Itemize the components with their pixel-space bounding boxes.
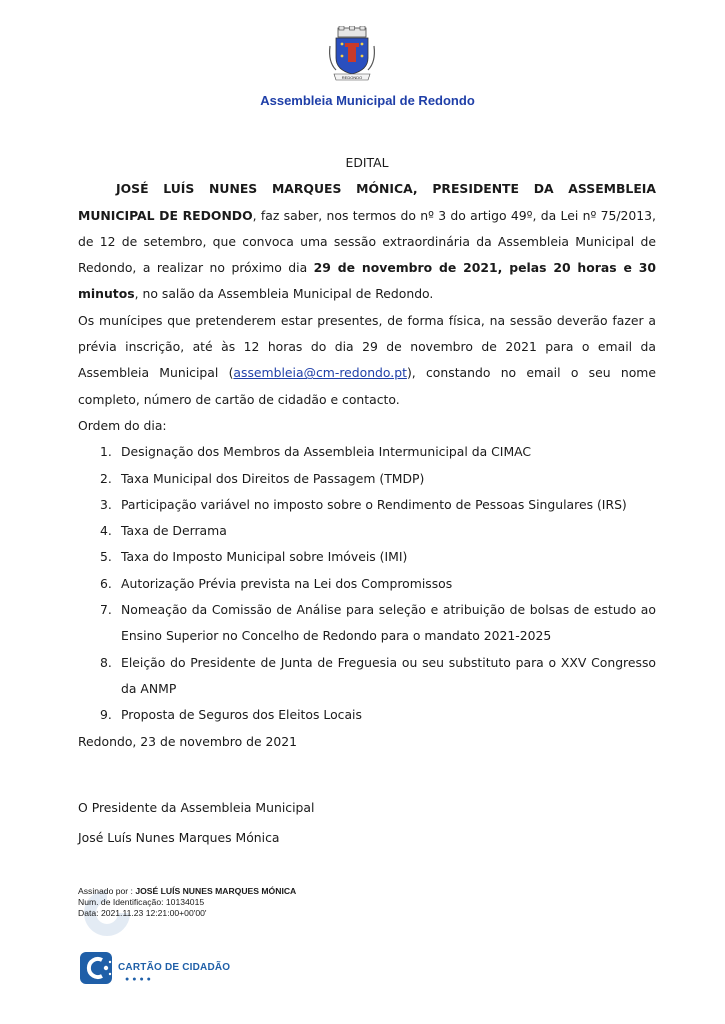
agenda-item-number: 3. (100, 496, 112, 512)
agenda-title: Ordem do dia: (78, 417, 167, 433)
document-body (78, 150, 656, 851)
agenda-item (78, 439, 656, 465)
agenda-item-number: 8. (100, 654, 112, 670)
crest-caption: REDONDO (341, 75, 363, 80)
agenda-item-number: 4. (100, 523, 112, 539)
paragraph-convocation (78, 176, 656, 307)
agenda-item (78, 492, 656, 518)
agenda-item-number: 2. (100, 470, 112, 486)
id-label: Num. de Identificação: (78, 897, 164, 908)
agenda-item-text: Taxa Municipal dos Direitos de Passagem (TMDP) (121, 470, 425, 486)
agenda-item-number: 6. (100, 575, 112, 591)
agenda-item (78, 650, 656, 703)
email-link[interactable]: assembleia@cm-redondo.pt (233, 365, 407, 381)
signed-by-label: Assinado por : (78, 886, 133, 896)
citizen-card-logo-text: CARTÃO DE CIDADÃO (118, 962, 231, 973)
agenda-item (78, 702, 656, 728)
convocation-text-a: , faz saber, nos termos do nº 3 do artigo 49º, da Lei nº 75/2013, de 12 de setembro, que convoca uma sessão extraordinária da Assembleia Municipal de Redondo, a realizar no próximo dia (78, 207, 656, 276)
digital-signature-block (78, 886, 338, 920)
signer-role: O Presidente da Assembleia Municipal (78, 799, 315, 815)
agenda-item (78, 571, 656, 597)
place-and-date: Redondo, 23 de novembro de 2021 (78, 733, 298, 749)
agenda-item-text: Eleição do Presidente de Junta de Freguesia ou seu substituto para o XXV Congresso da ANMP (121, 654, 656, 696)
date-value: 2021.11.23 12:21:00+00'00' (100, 908, 207, 919)
document-heading: EDITAL (345, 155, 389, 170)
agenda-item-number: 7. (100, 602, 112, 618)
agenda-item (78, 466, 656, 492)
signer-name: José Luís Nunes Marques Mónica (78, 830, 280, 846)
convocation-text-b: , no salão da Assembleia Municipal de Redondo. (134, 286, 434, 302)
citizen-card-dots-icon: ●●●● (125, 976, 154, 983)
agenda-item-text: Autorização Prévia prevista na Lei dos Compromissos (121, 575, 453, 591)
agenda-item-text: Taxa de Derrama (121, 523, 227, 539)
agenda-item-text: Taxa do Imposto Municipal sobre Imóveis (IMI) (121, 549, 408, 565)
registration-text-b: ), constando no email o seu nome completo, número de cartão de cidadão e contacto. (78, 365, 656, 407)
agenda-item (78, 518, 656, 544)
id-value: 10134015 (165, 897, 205, 908)
municipal-crest-icon (326, 26, 378, 82)
registration-text-a: Os munícipes que pretenderem estar presentes, de forma física, na sessão deverão fazer a prévia inscrição, até às 12 horas do dia 29 de novembro de 2021 para o email da Assembleia Municipal ( (78, 312, 656, 381)
agenda-item (78, 597, 656, 650)
agenda-item-number: 1. (100, 444, 112, 460)
agenda-item-text: Nomeação da Comissão de Análise para seleção e atribuição de bolsas de estudo ao Ensino Superior no Concelho de Redondo para o mandato 2021-2025 (121, 602, 656, 644)
agenda-list (78, 439, 656, 728)
agenda-item-text: Proposta de Seguros dos Eleitos Locais (121, 707, 362, 723)
signed-by-name: JOSÉ LUÍS NUNES MARQUES MÓNICA (135, 886, 297, 896)
agenda-item-text: Participação variável no imposto sobre o Rendimento de Pessoas Singulares (IRS) (121, 496, 627, 512)
agenda-item-number: 5. (100, 549, 112, 565)
date-label: Data: (78, 908, 99, 919)
agenda-item-text: Designação dos Membros da Assembleia Intermunicipal da CIMAC (121, 444, 532, 460)
session-date-bold: 29 de novembro de 2021, pelas 20 horas e 30 minutos (78, 260, 656, 302)
page-header-title: Assembleia Municipal de Redondo (260, 93, 475, 108)
paragraph-registration (78, 308, 656, 413)
agenda-item-number: 9. (100, 707, 112, 723)
agenda-item (78, 544, 656, 570)
president-name-bold: JOSÉ LUÍS NUNES MARQUES MÓNICA, PRESIDENTE DA ASSEMBLEIA MUNICIPAL DE REDONDO (78, 181, 656, 223)
